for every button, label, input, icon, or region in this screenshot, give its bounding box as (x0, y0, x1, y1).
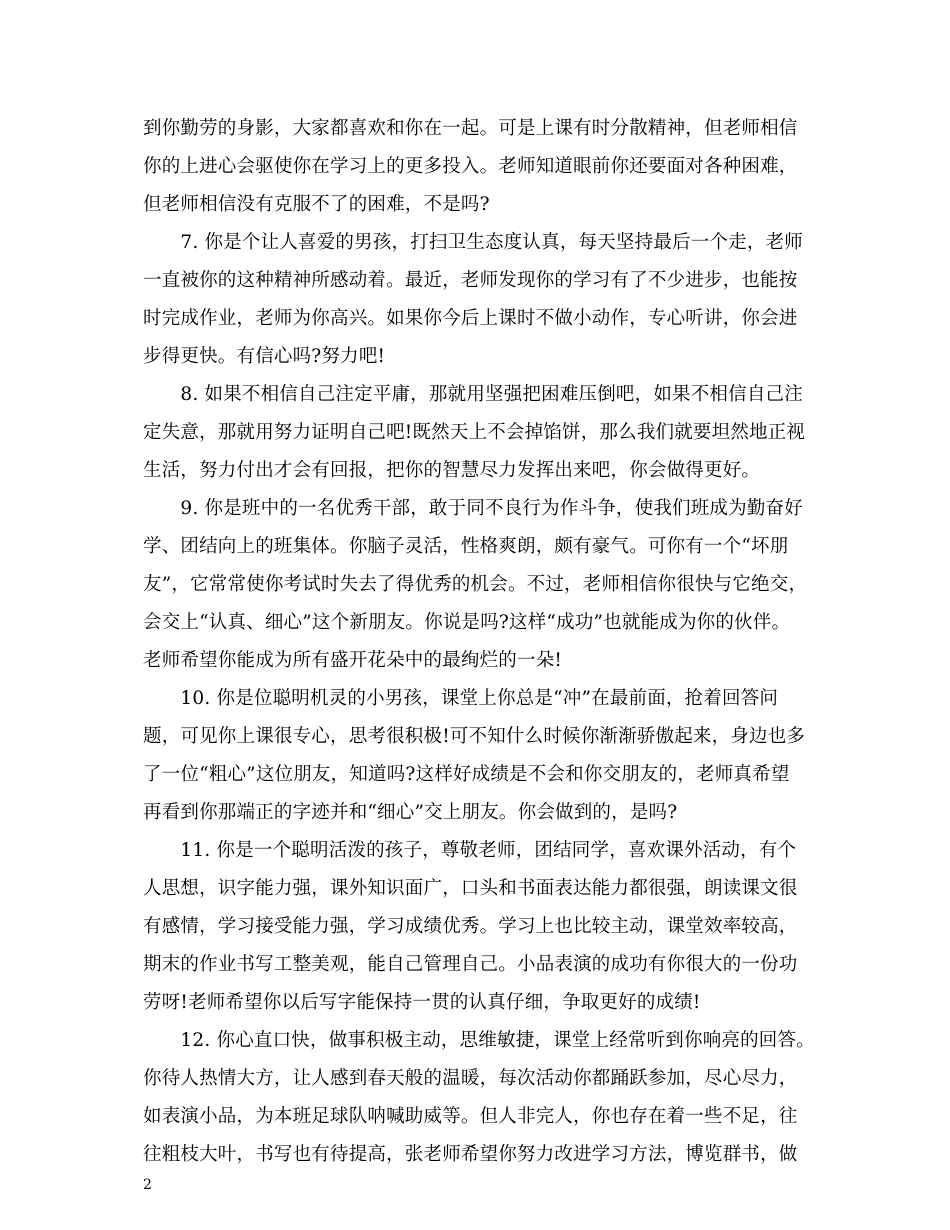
text-line: 时完成作业，老师为你高兴。如果你今后上课时不做小动作，专心听讲，你会进 (143, 308, 798, 329)
text-line: 定失意，那就用努力证明自己吧!既然天上不会掉馅饼，那么我们就要坦然地正视 (143, 422, 806, 443)
text-line: 期末的作业书写工整美观，能自己管理自己。小品表演的成功有你很大的一份功 (143, 954, 798, 975)
text-line: 9. 你是班中的一名优秀干部，敢于同不良行为作斗争，使我们班成为勤奋好 (143, 498, 803, 519)
text-line: 8. 如果不相信自己注定平庸，那就用坚强把困难压倒吧，如果不相信自己注 (143, 384, 803, 405)
text-line: 11. 你是一个聪明活泼的孩子，尊敬老师，团结同学，喜欢课外活动，有个 (143, 840, 797, 861)
text-line: 你的上进心会驱使你在学习上的更多投入。老师知道眼前你还要面对各种困难， (143, 156, 798, 177)
text-line: 12. 你心直口快，做事积极主动，思维敏捷，课堂上经常听到你响亮的回答。 (143, 1030, 815, 1051)
text-line: 生活，努力付出才会有回报，把你的智慧尽力发挥出来吧，你会做得更好。 (143, 460, 761, 481)
text-line: 往粗枝大叶，书写也有待提高，张老师希望你努力改进学习方法，博览群书，做 (143, 1144, 798, 1165)
text-line: 友”，它常常使你考试时失去了得优秀的机会。不过，老师相信你很快与它绝交， (143, 574, 808, 595)
text-line: 一直被你的这种精神所感动着。最近，老师发现你的学习有了不少进步，也能按 (143, 270, 798, 291)
text-line: 但老师相信没有克服不了的困难，不是吗? (143, 194, 490, 215)
text-line: 到你勤劳的身影，大家都喜欢和你在一起。可是上课有时分散精神，但老师相信 (143, 118, 798, 139)
text-line: 劳呀!老师希望你以后写字能保持一贯的认真仔细，争取更好的成绩! (143, 992, 701, 1013)
text-line: 学、团结向上的班集体。你脑子灵活，性格爽朗，颇有豪气。可你有一个“坏朋 (143, 536, 789, 557)
page-number: 2 (143, 1177, 152, 1193)
text-line: 有感情，学习接受能力强，学习成绩优秀。学习上也比较主动，课堂效率较高， (143, 916, 798, 937)
text-line: 了一位“粗心”这位朋友，知道吗?这样好成绩是不会和你交朋友的，老师真希望 (143, 764, 790, 785)
text-line: 10. 你是位聪明机灵的小男孩，课堂上你总是“冲”在最前面，抢着回答问 (143, 688, 779, 709)
text-line: 步得更快。有信心吗?努力吧! (143, 346, 386, 367)
text-line: 人思想，识字能力强，课外知识面广，口头和书面表达能力都很强，朗读课文很 (143, 878, 798, 899)
text-line: 老师希望你能成为所有盛开花朵中的最绚烂的一朵! (143, 650, 563, 671)
text-line: 你待人热情大方，让人感到春天般的温暖，每次活动你都踊跃参加，尽心尽力， (143, 1068, 798, 1089)
text-line: 如表演小品，为本班足球队呐喊助威等。但人非完人，你也存在着一些不足，往 (143, 1106, 798, 1127)
text-line: 题，可见你上课很专心，思考很积极!可不知什么时候你渐渐骄傲起来，身边也多 (143, 726, 806, 747)
text-line: 再看到你那端正的字迹并和“细心”交上朋友。你会做到的，是吗? (143, 802, 678, 823)
text-line: 7. 你是个让人喜爱的男孩，打扫卫生态度认真，每天坚持最后一个走，老师 (143, 232, 803, 253)
text-line: 会交上“认真、细心”这个新朋友。你说是吗?这样“成功”也就能成为你的伙伴。 (143, 612, 791, 633)
